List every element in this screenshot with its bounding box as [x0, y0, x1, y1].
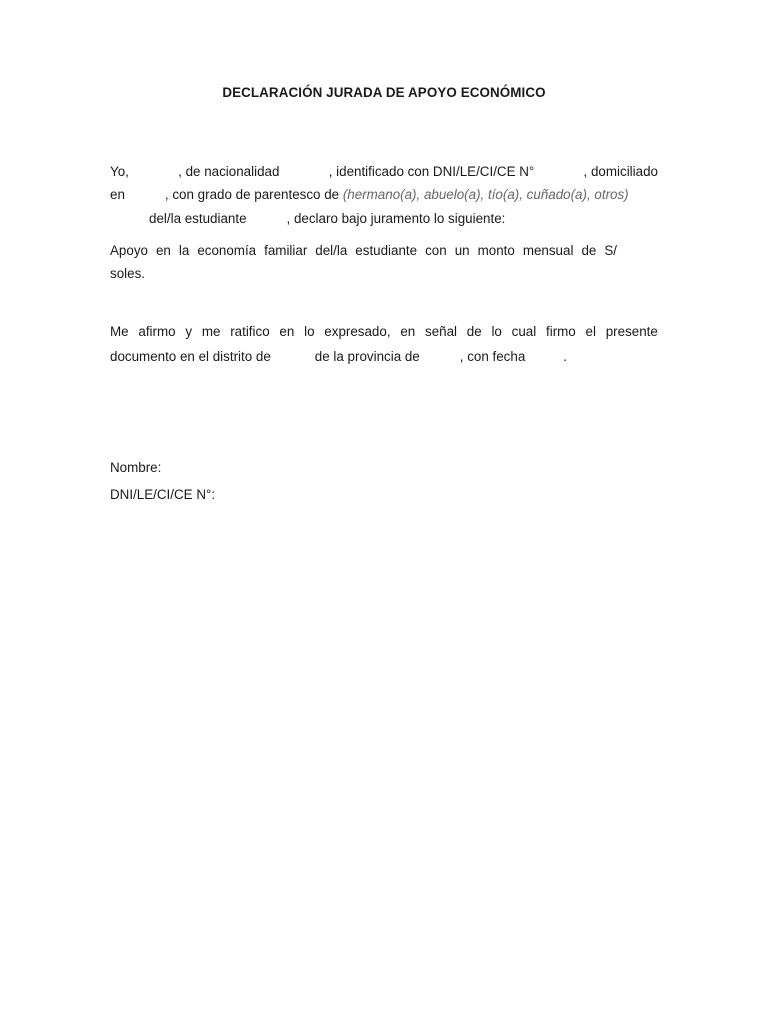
paragraph-3-word: y — [185, 324, 193, 339]
paragraph-3-word: lo — [304, 324, 315, 339]
paragraph-2-word: con — [425, 243, 447, 258]
paragraph-3-word: lo — [491, 324, 502, 339]
paragraph-1-line-2 — [110, 187, 658, 203]
paragraph-3-word: afirmo — [138, 324, 176, 339]
paragraph-2-word: mensual — [522, 243, 574, 258]
paragraph-1-line-3 — [149, 211, 697, 227]
signature-nombre: Nombre: — [110, 460, 162, 475]
text-provincia: de la provincia de — [314, 349, 420, 364]
text-declaro: , declaro bajo juramento lo siguiente: — [286, 211, 506, 226]
paragraph-3-word: presente — [605, 324, 658, 339]
paragraph-2-word: en — [155, 243, 171, 258]
paragraph-2-word: Apoyo — [110, 243, 148, 258]
paragraph-2-word: la — [178, 243, 190, 258]
text-parentesco: , con grado de parentesco de — [164, 187, 340, 202]
text-punto: . — [563, 349, 568, 364]
paragraph-2-word: familiar — [264, 243, 308, 258]
text-yo: Yo, — [110, 164, 129, 179]
text-identificado: , identificado con DNI/LE/CI/CE N° — [328, 164, 535, 179]
paragraph-3-word: en — [279, 324, 295, 339]
text-fecha: , con fecha — [459, 349, 526, 364]
paragraph-2-word: economía — [197, 243, 257, 258]
text-documento: documento en el distrito de — [110, 349, 271, 364]
paragraph-2-line-2 — [110, 266, 658, 282]
paragraph-1-line-1 — [110, 164, 658, 180]
paragraph-2-line-1 — [110, 243, 617, 259]
paragraph-3-word: el — [585, 324, 596, 339]
paragraph-3-line-2 — [110, 349, 658, 365]
paragraph-3-word: firmo — [546, 324, 576, 339]
text-estudiante: del/la estudiante — [149, 211, 247, 226]
paragraph-2-word: de — [581, 243, 597, 258]
paragraph-2-word: S/ — [604, 243, 617, 258]
text-nacionalidad: , de nacionalidad — [178, 164, 280, 179]
text-domiciliado: , domiciliado — [583, 164, 658, 179]
text-soles: soles. — [110, 266, 145, 281]
paragraph-2-word: estudiante — [355, 243, 418, 258]
paragraph-3-word: expresado, — [324, 324, 391, 339]
paragraph-2-word: del/la — [315, 243, 348, 258]
paragraph-3-word: Me — [110, 324, 129, 339]
paragraph-2-word: monto — [477, 243, 515, 258]
paragraph-3-word: señal — [425, 324, 458, 339]
paragraph-3-word: de — [466, 324, 482, 339]
paragraph-3-line-1 — [110, 324, 658, 340]
paragraph-3-word: ratifico — [230, 324, 270, 339]
signature-dni: DNI/LE/CI/CE N°: — [110, 487, 216, 502]
text-en: en — [110, 187, 125, 202]
text-parentesco-options: (hermano(a), abuelo(a), tío(a), cuñado(a), otros) — [342, 187, 629, 202]
paragraph-2-word: un — [454, 243, 470, 258]
paragraph-3-word: cual — [511, 324, 537, 339]
document-title: DECLARACIÓN JURADA DE APOYO ECONÓMICO — [222, 85, 546, 100]
paragraph-3-word: en — [400, 324, 416, 339]
paragraph-3-word: me — [201, 324, 221, 339]
